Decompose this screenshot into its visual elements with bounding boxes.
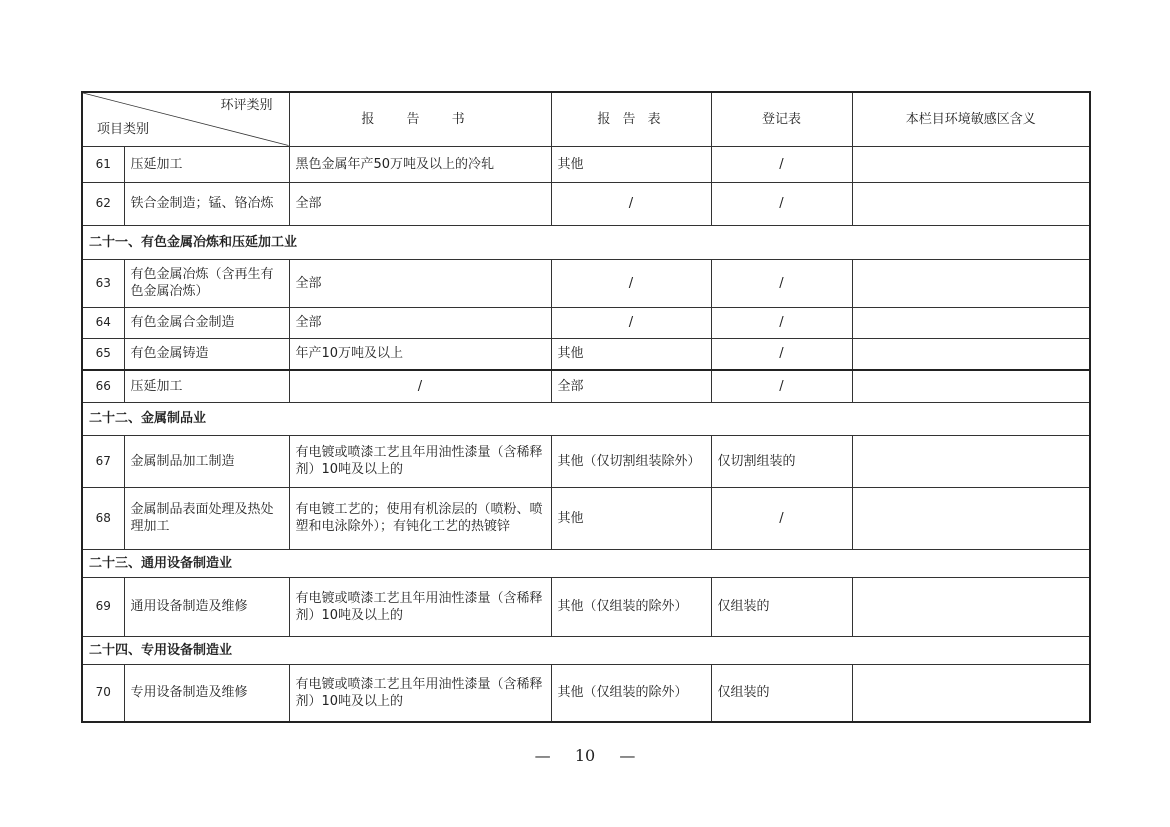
project-name: 压延加工	[124, 370, 289, 402]
project-name: 铁合金制造；锰、铬冶炼	[124, 182, 289, 225]
register-cell: /	[711, 370, 852, 402]
report-book-cell: 黑色金属年产50万吨及以上的冷轧	[289, 146, 551, 182]
report-book-cell: 年产10万吨及以上	[289, 338, 551, 370]
table-row	[82, 435, 1090, 487]
project-name: 有色金属铸造	[124, 338, 289, 370]
sensitive-cell	[852, 182, 1090, 225]
table-row	[82, 182, 1090, 225]
table-row	[82, 487, 1090, 549]
register-cell: /	[711, 307, 852, 338]
report-book-cell: 有电镀或喷漆工艺且年用油性漆量（含稀释剂）10吨及以上的	[289, 435, 551, 487]
project-name: 有色金属冶炼（含再生有色金属冶炼）	[124, 259, 289, 307]
sensitive-cell	[852, 435, 1090, 487]
report-form-cell: /	[551, 259, 711, 307]
register-cell: /	[711, 259, 852, 307]
table-row	[82, 146, 1090, 182]
category-row	[82, 225, 1090, 259]
report-book-cell: 有电镀或喷漆工艺且年用油性漆量（含稀释剂）10吨及以上的	[289, 577, 551, 636]
category-heading: 二十一、有色金属冶炼和压延加工业	[82, 225, 1090, 259]
report-form-cell: 其他（仅组装的除外）	[551, 577, 711, 636]
project-name: 有色金属合金制造	[124, 307, 289, 338]
page-number-footer	[0, 746, 1170, 765]
row-number: 67	[82, 435, 124, 487]
report-book-cell: 有电镀工艺的；使用有机涂层的（喷粉、喷塑和电泳除外）；有钝化工艺的热镀锌	[289, 487, 551, 549]
project-name: 通用设备制造及维修	[124, 577, 289, 636]
report-book-cell: 全部	[289, 182, 551, 225]
corner-top-label: 环评类别	[220, 98, 273, 113]
report-book-cell: /	[289, 370, 551, 402]
report-form-cell: 其他（仅组装的除外）	[551, 664, 711, 722]
row-number: 69	[82, 577, 124, 636]
sensitive-cell	[852, 338, 1090, 370]
sensitive-cell	[852, 664, 1090, 722]
row-number: 68	[82, 487, 124, 549]
sensitive-cell	[852, 370, 1090, 402]
report-form-cell: 其他	[551, 338, 711, 370]
table-row	[82, 370, 1090, 402]
register-cell: /	[711, 487, 852, 549]
report-book-cell: 全部	[289, 307, 551, 338]
category-heading: 二十三、通用设备制造业	[82, 549, 1090, 577]
register-cell: /	[711, 182, 852, 225]
row-number: 61	[82, 146, 124, 182]
row-number: 63	[82, 259, 124, 307]
header-register: 登记表	[711, 92, 852, 146]
page-dash-left: —	[534, 746, 551, 765]
sensitive-cell	[852, 307, 1090, 338]
category-heading: 二十四、专用设备制造业	[82, 636, 1090, 664]
table-row	[82, 259, 1090, 307]
project-name: 金属制品加工制造	[124, 435, 289, 487]
report-form-cell: 其他（仅切割组装除外）	[551, 435, 711, 487]
category-row	[82, 402, 1090, 435]
register-cell: 仅组装的	[711, 664, 852, 722]
page-number: 10	[574, 746, 596, 765]
report-book-cell: 有电镀或喷漆工艺且年用油性漆量（含稀释剂）10吨及以上的	[289, 664, 551, 722]
sensitive-cell	[852, 577, 1090, 636]
register-cell: /	[711, 338, 852, 370]
register-cell: /	[711, 146, 852, 182]
project-name: 专用设备制造及维修	[124, 664, 289, 722]
corner-header-cell	[82, 92, 289, 146]
sensitive-cell	[852, 487, 1090, 549]
category-row	[82, 636, 1090, 664]
environmental-assessment-table	[81, 91, 1091, 723]
report-form-cell: /	[551, 182, 711, 225]
report-form-cell: 其他	[551, 487, 711, 549]
header-report-form: 报 告 表	[551, 92, 711, 146]
row-number: 70	[82, 664, 124, 722]
page-dash-right: —	[619, 746, 636, 765]
category-heading: 二十二、金属制品业	[82, 402, 1090, 435]
row-number: 65	[82, 338, 124, 370]
register-cell: 仅切割组装的	[711, 435, 852, 487]
row-number: 66	[82, 370, 124, 402]
table-row	[82, 577, 1090, 636]
project-name: 压延加工	[124, 146, 289, 182]
row-number: 64	[82, 307, 124, 338]
table-header-row	[82, 92, 1090, 146]
category-row	[82, 549, 1090, 577]
corner-bottom-label: 项目类别	[97, 121, 150, 137]
table-row	[82, 338, 1090, 370]
header-sensitive-area: 本栏目环境敏感区含义	[852, 92, 1090, 146]
report-form-cell: 全部	[551, 370, 711, 402]
header-report-book: 报 告 书	[289, 92, 551, 146]
report-book-cell: 全部	[289, 259, 551, 307]
register-cell: 仅组装的	[711, 577, 852, 636]
project-name: 金属制品表面处理及热处理加工	[124, 487, 289, 549]
report-form-cell: 其他	[551, 146, 711, 182]
sensitive-cell	[852, 146, 1090, 182]
table-row	[82, 664, 1090, 722]
row-number: 62	[82, 182, 124, 225]
table-row	[82, 307, 1090, 338]
sensitive-cell	[852, 259, 1090, 307]
report-form-cell: /	[551, 307, 711, 338]
